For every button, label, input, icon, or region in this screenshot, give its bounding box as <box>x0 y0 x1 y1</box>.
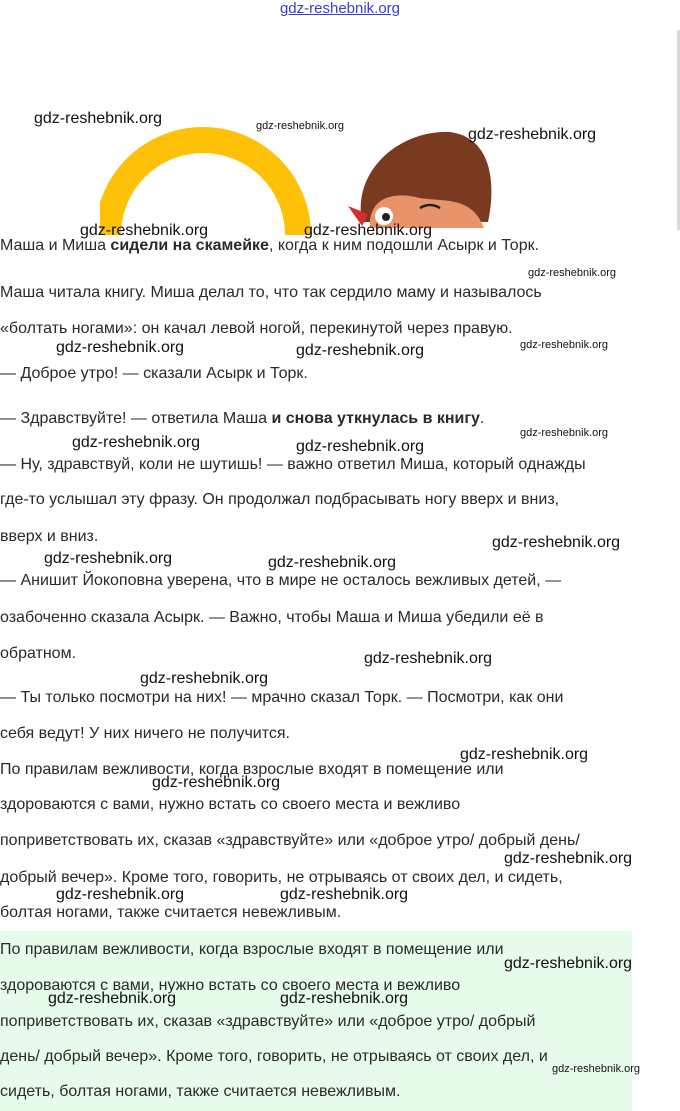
watermark-text: gdz-reshebnik.org <box>80 222 209 239</box>
watermark-text: gdz-reshebnik.org <box>152 774 281 791</box>
watermark-text: gdz-reshebnik.org <box>56 339 185 356</box>
watermark-text: gdz-reshebnik.org <box>492 534 621 551</box>
watermark-text: gdz-reshebnik.org <box>48 990 177 1007</box>
story-line: — Здравствуйте! — ответила Маша и снова уткнулась в книгу. <box>0 410 485 427</box>
story-line: — Доброе утро! — сказали Асырк и Торк. <box>0 365 308 382</box>
watermark-text: gdz-reshebnik.org <box>56 886 185 903</box>
watermark-text: gdz-reshebnik.org <box>304 222 433 239</box>
boy-head <box>348 132 491 228</box>
answer-line: По правилам вежливости, когда взрослые входят в помещение или <box>0 761 504 778</box>
story-line: «болтать ногами»: он качал левой ногой, перекинутой через правую. <box>0 320 513 337</box>
site-link[interactable]: gdz-reshebnik.org <box>279 0 401 17</box>
watermark-text: gdz-reshebnik.org <box>528 267 617 279</box>
watermark-text: gdz-reshebnik.org <box>520 427 609 439</box>
watermark-text: gdz-reshebnik.org <box>504 850 633 867</box>
watermark-text: gdz-reshebnik.org <box>34 110 163 127</box>
watermark-text: gdz-reshebnik.org <box>140 670 269 687</box>
story-line: Маша читала книгу. Миша делал то, что так сердило маму и называлось <box>0 284 542 301</box>
story-line: — Ну, здравствуй, коли не шутишь! — важно ответил Миша, который однажды <box>0 456 586 473</box>
watermark-text: gdz-reshebnik.org <box>296 342 425 359</box>
answer-highlighted-line: день/ добрый вечер». Кроме того, говорить, не отрываясь от своих дел, и <box>0 1048 548 1065</box>
watermark-text: gdz-reshebnik.org <box>364 650 493 667</box>
watermark-text: gdz-reshebnik.org <box>520 339 609 351</box>
watermark-text: gdz-reshebnik.org <box>552 1063 641 1075</box>
story-line: где-то услышал эту фразу. Он продолжал подбрасывать ногу вверх и вниз, <box>0 491 560 508</box>
story-line: — Анишит Йокоповна уверена, что в мире не осталось вежливых детей, — <box>0 572 562 589</box>
watermark-text: gdz-reshebnik.org <box>44 550 173 567</box>
watermark-text: gdz-reshebnik.org <box>504 955 633 972</box>
answer-line: болтая ногами, также считается невежливым. <box>0 904 342 921</box>
rainbow-arc <box>108 140 298 235</box>
answer-highlighted-line: здороваются с вами, нужно встать со своего места и вежливо <box>0 977 461 994</box>
watermark-text: gdz-reshebnik.org <box>468 126 597 143</box>
story-line: Маша и Миша сидели на скамейке, когда к ним подошли Асырк и Торк. <box>0 237 540 254</box>
story-line: обратном. <box>0 645 77 662</box>
answer-line: добрый вечер». Кроме того, говорить, не отрываясь от своих дел, и сидеть, <box>0 869 563 886</box>
watermark-text: gdz-reshebnik.org <box>280 990 409 1007</box>
answer-line: здороваются с вами, нужно встать со своего места и вежливо <box>0 796 461 813</box>
answer-line: поприветствовать их, сказав «здравствуйте» или «доброе утро/ добрый день/ <box>0 832 580 849</box>
watermark-text: gdz-reshebnik.org <box>72 434 201 451</box>
story-line: озабоченно сказала Асырк. — Важно, чтобы Маша и Миша убедили её в <box>0 609 544 626</box>
answer-highlighted-line: По правилам вежливости, когда взрослые входят в помещение или <box>0 941 504 958</box>
story-line: — Ты только посмотри на них! — мрачно сказал Торк. — Посмотри, как они <box>0 689 564 706</box>
story-line: себя ведут! У них ничего не получится. <box>0 725 290 742</box>
watermark-text: gdz-reshebnik.org <box>296 438 425 455</box>
watermark-text: gdz-reshebnik.org <box>460 746 589 763</box>
watermark-text: gdz-reshebnik.org <box>280 886 409 903</box>
story-line: вверх и вниз. <box>0 528 99 545</box>
watermark-text: gdz-reshebnik.org <box>256 120 345 132</box>
answer-highlighted-line: поприветствовать их, сказав «здравствуйте» или «доброе утро/ добрый <box>0 1013 536 1030</box>
watermark-text: gdz-reshebnik.org <box>268 554 397 571</box>
answer-highlighted-line: сидеть, болтая ногами, также считается невежливым. <box>0 1083 401 1100</box>
